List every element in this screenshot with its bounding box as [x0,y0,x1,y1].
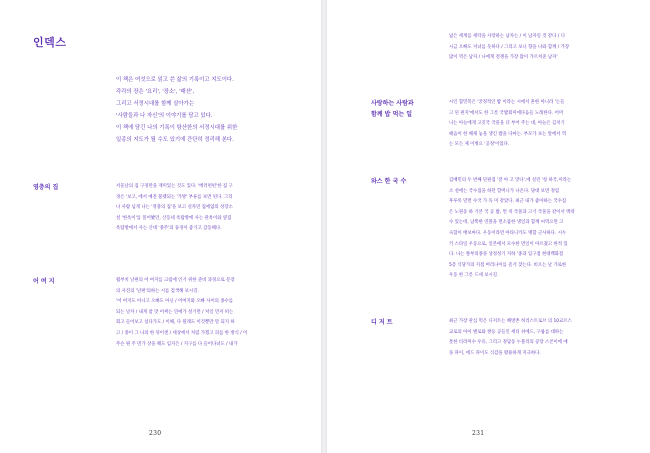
definition-line: 시인 함민복은 '궁정적인 밥 이라는 시에서 흔한 아니라 '는들 [449,100,565,105]
definition-line: 는 모든 제 이벙으 '공정'이었다. [449,142,510,148]
definition-line: 플 파이, 에드 파이도 식감을 활용하게 지극하다. [449,350,541,356]
definition-line: 니는 아늘에게 고깃국 국물을 더 부어 주는 대, 아늘은 김치기 [449,121,565,127]
definition-line: 은 노원동 하 기본 국 공 밥, 면 치 국물과 고기 국물을 같이서 맥락 [449,209,575,215]
definition-line: 넓은 세계를 세탁을 사랑하는 남자는 / 이 남자일 것 같다 / 디 [449,34,565,39]
definition-line: 경은 '보고, 에서 예전 불렛되는 '가방' 부류를 보면 된다. 그리 [116,194,233,200]
definition-line: 키 스타일 우동으로, 일본에서 모수한 면일이 아르쳤고 한적 있 [449,241,568,247]
definition-line: 되는 날자 / 내게 참 맛 어쩌는 연애가 설기면 / 처일 먼저 떠는 [116,309,234,315]
right-page [327,0,650,453]
definition-line: 톳한 티라미수 우유, 그리고 정담동 누블리의 쿵랑 스콘이에 애 [449,340,568,346]
definition-line: 옥탑방에서 사는 산대 '종주'의 풍경이 좋기고 감동해다. [116,226,222,232]
definition-line: 의 사진의 '날편'의하는 시를 검색해 보시길. [116,288,199,294]
intro-paragraph [116,74,296,146]
definition-line: '어 여지도 아니고 오빠도 아닌 / 어여지와 오빠 사이의 종수를 [116,299,234,305]
index-definition [116,182,233,235]
definition-line: 무슨 뭔 주 먼가 상을 해도 임지은 / 지구를 다 들어다녀도 / 내가 [116,341,238,347]
definition-line: 수 있는데, 남쪽한 연볼을 면소롭한 냉일과 함께 씨먹으면 고 [449,220,564,226]
index-definition [449,317,572,359]
definition-line: 후루룩 말면 수국 가 득 미 같았다. 최근 내가 좋아하는 국수집 [449,199,567,205]
page-number: 230 [149,430,162,437]
definition-line: 다. 나는 쫄부의종플 상정성기 지하 '종과 입구점 현대백화점 [449,252,564,258]
index-term: 와스 한 국 수 [371,178,407,185]
definition-line: 시금 오빠도 저녀를 듯하다 / 그리고 보니 향을 나와 함께 / 가장 [449,44,570,50]
index-title: 인덱스 [33,36,67,49]
definition-line: 고 / 종이 그 나의 한 뒤어센 / 세상에서 처럼 가겠고 피를 한 방식 / 이 [116,330,248,336]
intro-line: 그리고 서정시대를 함께 살아가는 [116,101,195,107]
definition-line: 최근 가장 관심 먹은 디저트는 해방촌 허리스트로브 의 10교르스 [449,319,572,324]
intro-line: 이 책에 담긴 나의 기록이 탕산한의 서정시대를 위한 [116,125,238,131]
definition-line: 김배민의 두 번째 단편집 '잘 아 고 맛다',에 실린 '청 하국,이라는 [449,178,572,183]
definition-line: 때음이 한 해제 놓을 생긴 밥을 다마는. 부모가 보는 앞에서 먹 [449,131,567,137]
index-definition [449,98,566,151]
intro-line: 이 책은 여섯으로 읽고 쓴 삶의 기록이고 지도이다. [116,77,234,83]
index-term: 어 여 지 [33,278,55,285]
definition-line: 소 설에는 국수집을 하던 할머니가 나온다. 당대 보면 정립 [449,188,560,194]
definition-line: 많이 먹은 남자 / 나에게 전쟁을 가장 많이 가르쳐준 남자' [449,55,558,61]
definition-line: 우동 한 그릇 드세 보시길. [449,273,499,279]
definition-line: 나 사람 넘게 나는 '영충의 집'을 보고 실자연 집에없의 성장소 [116,205,233,211]
intro-line: 각각의 장은 '요리', '장소', '패션', [116,89,195,95]
definition-line: 회고 들어보고 섰다가도 / 이해, 다 될래도 이것뿐만 말 되지 하 [116,320,235,326]
intro-line: '사람들과 나 자신'의 이야기를 담고 있다. [116,113,213,119]
definition-line: 월부치 날편의 어 여지를 크럼에 인기 위한 준비 과정으로 문장 [116,278,235,283]
definition-line: 고 된 편지'에서도 한 그릇 국밥회미에다음들 노래한다. 어머 [449,110,564,116]
definition-line: 교로의 아이 별로와 쌍등 공들인 세티 쉬에드, 구룹를 대하는 [449,329,564,335]
definition-line: 설 '한옥이'를 읽어봤던, 산동네 옥탑방에 사는 관옥이와 옆집 [116,215,232,221]
page-number: 231 [472,430,485,437]
index-term: 영충의 집 [33,184,59,191]
definition-line: 서울날의 집 구경만을 재미있는 것도 있다. '베러펀펀'한 집 구 [116,184,233,189]
intro-line: 일종의 지도가 될 수도 있기에 간단히 정리해 본다. [116,137,234,143]
definition-line: 숙함이 배보마다. 우동이라면 아타니카도 맹함 근사하다. 시누 [449,230,567,236]
index-definition [449,176,575,282]
left-page [0,0,321,453]
index-term: 사랑하는 사람과 함께 밥 먹는 일 [371,100,414,118]
index-term: 디 저 트 [371,319,393,326]
continued-text [449,32,569,64]
definition-line: 5층 식당가의 지점 여리나이를 즐겨 찾는다. 비오는 날 가로한 [449,262,567,268]
index-definition [116,276,247,350]
